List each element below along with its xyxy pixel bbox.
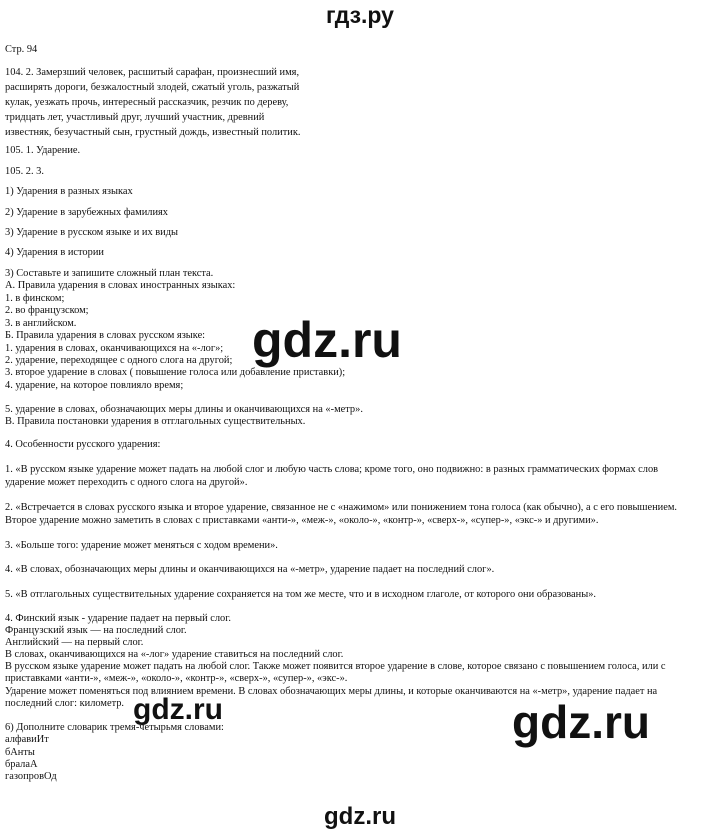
text-line: 3. «Больше того: ударение может меняться с ходом времени».	[5, 540, 278, 551]
text-line: приставками «анти-», «меж-», «около-», «контр-», «сверх-», «супер-», «экс-».	[5, 673, 348, 684]
text-line: Французский язык — на последний слог.	[5, 625, 187, 636]
text-line: 1) Ударения в разных языках	[5, 186, 133, 197]
watermark-left: gdz.ru	[133, 693, 223, 726]
text-line: последний слог: километр.	[5, 698, 125, 709]
text-line: Второе ударение можно заметить в словах с приставками «анти-», «меж-», «около-», «контр-», «сверх-», «супер-», «экс-» и другими».	[5, 515, 599, 526]
watermark-right: gdz.ru	[512, 696, 650, 748]
text-line: А. Правила ударения в словах иностранных языках:	[5, 280, 236, 291]
text-line: 4. ударение, на которое повлияло время;	[5, 380, 184, 391]
text-line: 1. в финском;	[5, 293, 65, 304]
text-line: расширять дороги, безжалостный злодей, сжатый уголь, разжатый	[5, 82, 300, 93]
text-line: 1. ударения в словах, оканчивающихся на «-лог»;	[5, 343, 224, 354]
text-line: 3. второе ударение в словах ( повышение голоса или добавление приставки);	[5, 367, 346, 378]
text-line: газопровОд	[5, 771, 57, 782]
text-line: В словах, оканчивающихся на «-лог» ударение ставиться на последний слог.	[5, 649, 344, 660]
text-line: 5. «В отглагольных существительных ударение сохраняется на том же месте, что и в исходном глаголе, от которого они образованы».	[5, 589, 597, 600]
text-line: 1. «В русском языке ударение может падать на любой слог и любую часть слова; кроме того, оно подвижно: в разных грамматических формах слов	[5, 464, 659, 475]
text-line: 2) Ударение в зарубежных фамилиях	[5, 207, 169, 218]
text-line: В. Правила постановки ударения в отглагольных существительных.	[5, 416, 306, 427]
text-line: кулак, уезжать прочь, интересный рассказчик, резчик по дереву,	[5, 97, 289, 108]
text-line: известняк, безучастный сын, грустный дождь, известный политик.	[5, 127, 301, 138]
text-line: 2. ударение, переходящее с одного слога на другой;	[5, 355, 233, 366]
site-footer: gdz.ru	[324, 803, 396, 830]
text-line: ударение может переходить с одного слога на другой».	[5, 477, 248, 488]
text-line: 4. Особенности русского ударения:	[5, 439, 161, 450]
text-line: 3. в английском.	[5, 318, 77, 329]
text-line: 4) Ударения в истории	[5, 247, 104, 258]
text-line: тридцать лет, участливый друг, лучший участник, древний	[5, 112, 265, 123]
text-line: Ударение может поменяться под влиянием времени. В словах обозначающих меры длины, и которые оканчиваются на «-метр», ударение падает на	[5, 686, 658, 697]
text-line: 105. 1. Ударение.	[5, 145, 81, 156]
text-line: бралаА	[5, 759, 38, 770]
text-line: Б. Правила ударения в словах русском языке:	[5, 330, 206, 341]
text-line: 104. 2. Замерзший человек, расшитый сарафан, произнесший имя,	[5, 67, 300, 78]
text-line: 105. 2. 3.	[5, 166, 44, 177]
site-header: гдз.ру	[326, 2, 394, 28]
text-line: 3) Составьте и запишите сложный план текста.	[5, 268, 214, 279]
text-line: алфавиИт	[5, 734, 49, 745]
text-line: 3) Ударение в русском языке и их виды	[5, 227, 178, 238]
text-line: 4. Финский язык - ударение падает на первый слог.	[5, 613, 231, 624]
watermark-center: gdz.ru	[252, 312, 402, 368]
text-line: бАнты	[5, 747, 35, 758]
text-line: Английский — на первый слог.	[5, 637, 144, 648]
text-line: 6) Дополните словарик тремя-четырьмя словами:	[5, 722, 224, 733]
text-line: 2. во французском;	[5, 305, 89, 316]
page-number: Стр. 94	[5, 44, 38, 55]
text-line: 2. «Встречается в словах русского языка и второе ударение, связанное не с «нажимом» или понижением тона голоса (как обычно), а с его повышением.	[5, 502, 677, 513]
text-line: 4. «В словах, обозначающих меры длины и оканчивающихся на «-метр», ударение падает на последний слог».	[5, 564, 495, 575]
text-line: В русском языке ударение может падать на любой слог. Также может появится второе ударение в слове, которое связано с повышением голоса, или с	[5, 661, 666, 672]
text-line: 5. ударение в словах, обозначающих меры длины и оканчивающихся на «-метр».	[5, 404, 363, 415]
